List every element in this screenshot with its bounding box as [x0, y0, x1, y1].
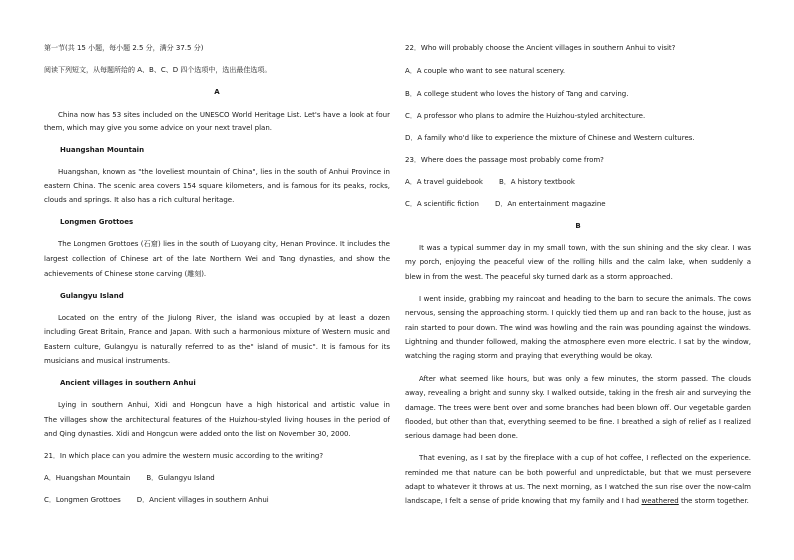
- question-23-options-row2: [405, 200, 606, 209]
- question-23-options-row1: [405, 178, 575, 187]
- final-line-start: landscape, I felt a sense of pride knowing that my family and I had: [405, 497, 642, 505]
- paragraph-line: damage. The trees were bent over and some branches had been blown off. Our vegetable garden: [405, 404, 751, 412]
- question-21-options-row1: [44, 474, 215, 483]
- paragraph-line: eastern China. The scenic area covers 154 square kilometers, and is famous for its peaks, rocks,: [44, 182, 390, 190]
- q22-option-a[interactable]: A．A couple who want to see natural scenery.: [405, 67, 566, 75]
- paragraph-line: away, revealing a bright and sunny sky. I walked outside, taking in the fresh air and surveying the: [405, 389, 751, 397]
- paragraph-line: reminded me that nature can be both powerful and unpredictable, but that we must persevere: [405, 469, 751, 477]
- passage-a-label: A: [214, 88, 220, 96]
- heading-gulangyu: Gulangyu Island: [60, 292, 124, 300]
- question-22: 22．Who will probably choose the Ancient villages in southern Anhui to visit?: [405, 44, 676, 52]
- heading-villages: Ancient villages in southern Anhui: [60, 379, 196, 387]
- paragraph-line: The villages show the architectural features of the Huizhou-styled living houses in the period of: [44, 416, 390, 424]
- instructions: 阅读下列短文，从每题所给的 A、B、C、D 四个选项中，选出最佳选项。: [44, 66, 272, 74]
- intro-line: China now has 53 sites included on the UNESCO World Heritage List. Let's have a look at four: [58, 111, 390, 119]
- paragraph-line: nervous, sensing the approaching storm. I quickly tied them up and ran back to the house, just as: [405, 309, 751, 317]
- paragraph-line: Huangshan, known as "the loveliest mountain of China", lies in the south of Anhui Province in: [58, 168, 390, 176]
- paragraph-line: That evening, as I sat by the fireplace with a cup of hot coffee, I reflected on the experience.: [419, 454, 751, 462]
- passage-b-label: B: [575, 222, 581, 230]
- intro-line: them, which may give you some advice on your next travel plan.: [44, 124, 272, 132]
- q22-option-c[interactable]: C．A professor who plans to admire the Huizhou-styled architecture.: [405, 112, 646, 120]
- paragraph-line: Lying in southern Anhui, Xidi and Hongcun have a high historical and artistic value in: [58, 401, 390, 409]
- paragraph-line: Lightning and thunder followed, making the atmosphere even more electric. I sat by the window,: [405, 338, 751, 346]
- paragraph-line: blew in from the west. The peaceful sky turned dark as a storm approached.: [405, 273, 673, 281]
- paragraph-line: adapt to whatever it throws at us. The next morning, as I watched the sun rise over the now-calm: [405, 483, 751, 491]
- q23-option-b[interactable]: B．A history textbook: [498, 178, 575, 186]
- q23-option-c[interactable]: C．A scientific fiction: [405, 200, 479, 208]
- paragraph-line: I went inside, grabbing my raincoat and heading to the barn to secure the animals. The cows: [419, 295, 751, 303]
- question-21: 21．In which place can you admire the western music according to the writing?: [44, 452, 324, 460]
- paragraph-line: The Longmen Grottoes (石窟) lies in the south of Luoyang city, Henan Province. It includes the: [58, 240, 390, 248]
- q22-option-b[interactable]: B．A college student who loves the history of Tang and carving.: [405, 90, 629, 98]
- question-21-options-row2: [44, 496, 269, 505]
- q23-option-a[interactable]: A．A travel guidebook: [405, 178, 483, 186]
- paragraph-line: Located on the entry of the Jiulong River, the island was occupied by at least a dozen: [58, 314, 390, 322]
- heading-longmen: Longmen Grottoes: [60, 218, 134, 226]
- q22-option-d[interactable]: D．A family who'd like to experience the mixture of Chinese and Western cultures.: [405, 134, 695, 142]
- paragraph-line: musicians and musical instruments.: [44, 357, 171, 365]
- paragraph-line: Eastern culture, Gulangyu is naturally referred to as the" island of music". It is famous for its: [44, 343, 390, 351]
- paragraph-line: clouds and springs. It also has a rich cultural heritage.: [44, 196, 235, 204]
- q21-option-c[interactable]: C．Longmen Grottoes: [44, 496, 121, 504]
- q23-option-d[interactable]: D．An entertainment magazine: [494, 200, 606, 208]
- q21-option-d[interactable]: D．Ancient villages in southern Anhui: [136, 496, 269, 504]
- paragraph-line: my porch, enjoying the peaceful view of the rolling hills and the calm lake, when suddenly a: [405, 258, 751, 266]
- paragraph-line: It was a typical summer day in my small town, with the sun shining and the sky clear. I was: [419, 244, 751, 252]
- paragraph-line: watching the raging storm and praying that everything would be okay.: [405, 352, 653, 360]
- section-header: 第一节(共 15 小题，每小题 2.5 分，满分 37.5 分): [44, 44, 204, 52]
- paragraph-line: including Great Britain, France and Japan. With such a harmonious mixture of Western music and: [44, 328, 390, 336]
- paragraph-line: largest collection of Chinese art of the late Northern Wei and Tang dynasties, and show the: [44, 255, 390, 263]
- heading-huangshan: Huangshan Mountain: [60, 146, 145, 154]
- paragraph-line: and Qing dynasties. Xidi and Hongcun were added onto the list on November 30, 2000.: [44, 430, 351, 438]
- q21-option-a[interactable]: A．Huangshan Mountain: [44, 474, 131, 482]
- final-line-end: the storm together.: [678, 497, 749, 505]
- paragraph-line: serious damage had been done.: [405, 432, 518, 440]
- paragraph-line: achievements of Chinese stone carving (雕刻).: [44, 270, 207, 278]
- question-23: 23．Where does the passage most probably come from?: [405, 156, 604, 164]
- paragraph-line: flooded, but other than that, everything seemed to be fine. I breathed a sigh of relief as I realized: [405, 418, 751, 426]
- underlined-word: weathered: [641, 497, 679, 505]
- paragraph-line-final: [405, 497, 749, 506]
- q21-option-b[interactable]: B．Gulangyu Island: [146, 474, 215, 482]
- paragraph-line: rain started to pour down. The wind was howling and the rain was pounding against the windows.: [405, 324, 751, 332]
- paragraph-line: After what seemed like hours, but was only a few minutes, the storm passed. The clouds: [419, 375, 751, 383]
